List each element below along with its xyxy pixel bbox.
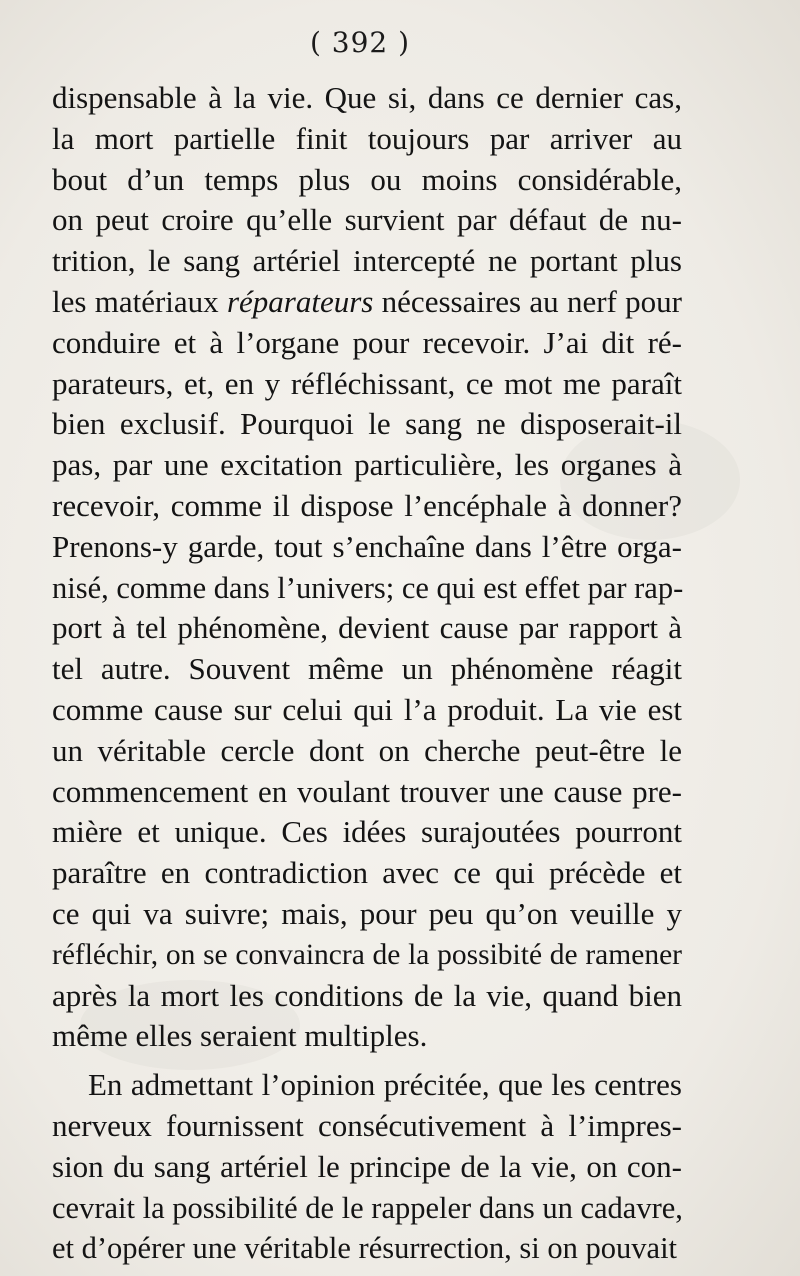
text-line: mière et unique. Ces idées surajoutées pourront [52, 814, 682, 850]
text-line: cevrait la possibilité de le rappeler dans un cadavre, [52, 1190, 683, 1225]
text-line: la mort partielle finit toujours par arriver au [52, 120, 682, 156]
body-text [52, 78, 682, 1269]
text-line: commencement en voulant trouver une cause pre- [52, 773, 682, 809]
text-line: on peut croire qu’elle survient par défaut de nu- [52, 202, 682, 238]
text-line: parateurs, et, en y réfléchissant, ce mot me paraît [52, 365, 682, 401]
text-line: nisé, comme dans l’univers; ce qui est effet par rap- [52, 570, 684, 605]
text-line: sion du sang artériel le principe de la vie, on con- [52, 1148, 682, 1184]
italic-term: réparateurs [226, 283, 374, 319]
text-line: même elles seraient multiples. [52, 1018, 428, 1054]
text-line: Prenons-y garde, tout s’enchaîne dans l’être orga- [52, 528, 682, 564]
text-line: trition, le sang artériel intercepté ne portant plus [52, 243, 682, 279]
text-line: dispensable à la vie. Que si, dans ce dernier cas, [52, 80, 682, 115]
text-line: nerveux fournissent consécutivement à l’impres- [52, 1107, 682, 1143]
text-line: un véritable cercle dont on cherche peut-être le [52, 732, 682, 768]
text-line: comme cause sur celui qui l’a produit. La vie est [52, 691, 682, 727]
text-line: pas, par une excitation particulière, les organes à [52, 447, 682, 483]
text-line: bout d’un temps plus ou moins considérable, [52, 161, 682, 197]
text-line: port à tel phénomène, devient cause par rapport à [52, 610, 682, 646]
paragraph [52, 78, 682, 1057]
text-line: recevoir, comme il dispose l’encéphale à donner? [52, 487, 682, 523]
text-segment: nécessaires au nerf pour [373, 283, 682, 319]
text-line: tel autre. Souvent même un phénomène réagit [52, 651, 682, 687]
text-line: réfléchir, on se convaincra de la possibité de ramener [52, 938, 682, 971]
text-line: paraître en contradiction avec ce qui précède et [52, 855, 682, 891]
paragraph [52, 1065, 682, 1269]
text-line: et d’opérer une véritable résurrection, si on pouvait [52, 1231, 678, 1266]
page-number: ( 392 ) [309, 26, 411, 59]
text-segment: les matériaux [52, 283, 227, 319]
text-line: bien exclusif. Pourquoi le sang ne disposerait-il [52, 406, 682, 442]
text-line: après la mort les conditions de la vie, quand bien [52, 977, 682, 1013]
text-line: En admettant l’opinion précitée, que les centres [88, 1067, 682, 1103]
text-line: conduire et à l’organe pour recevoir. J’ai dit ré- [52, 324, 682, 360]
text-line [52, 282, 682, 323]
text-line: ce qui va suivre; mais, pour peu qu’on veuille y [52, 895, 682, 931]
paragraph-gap [52, 1057, 682, 1065]
